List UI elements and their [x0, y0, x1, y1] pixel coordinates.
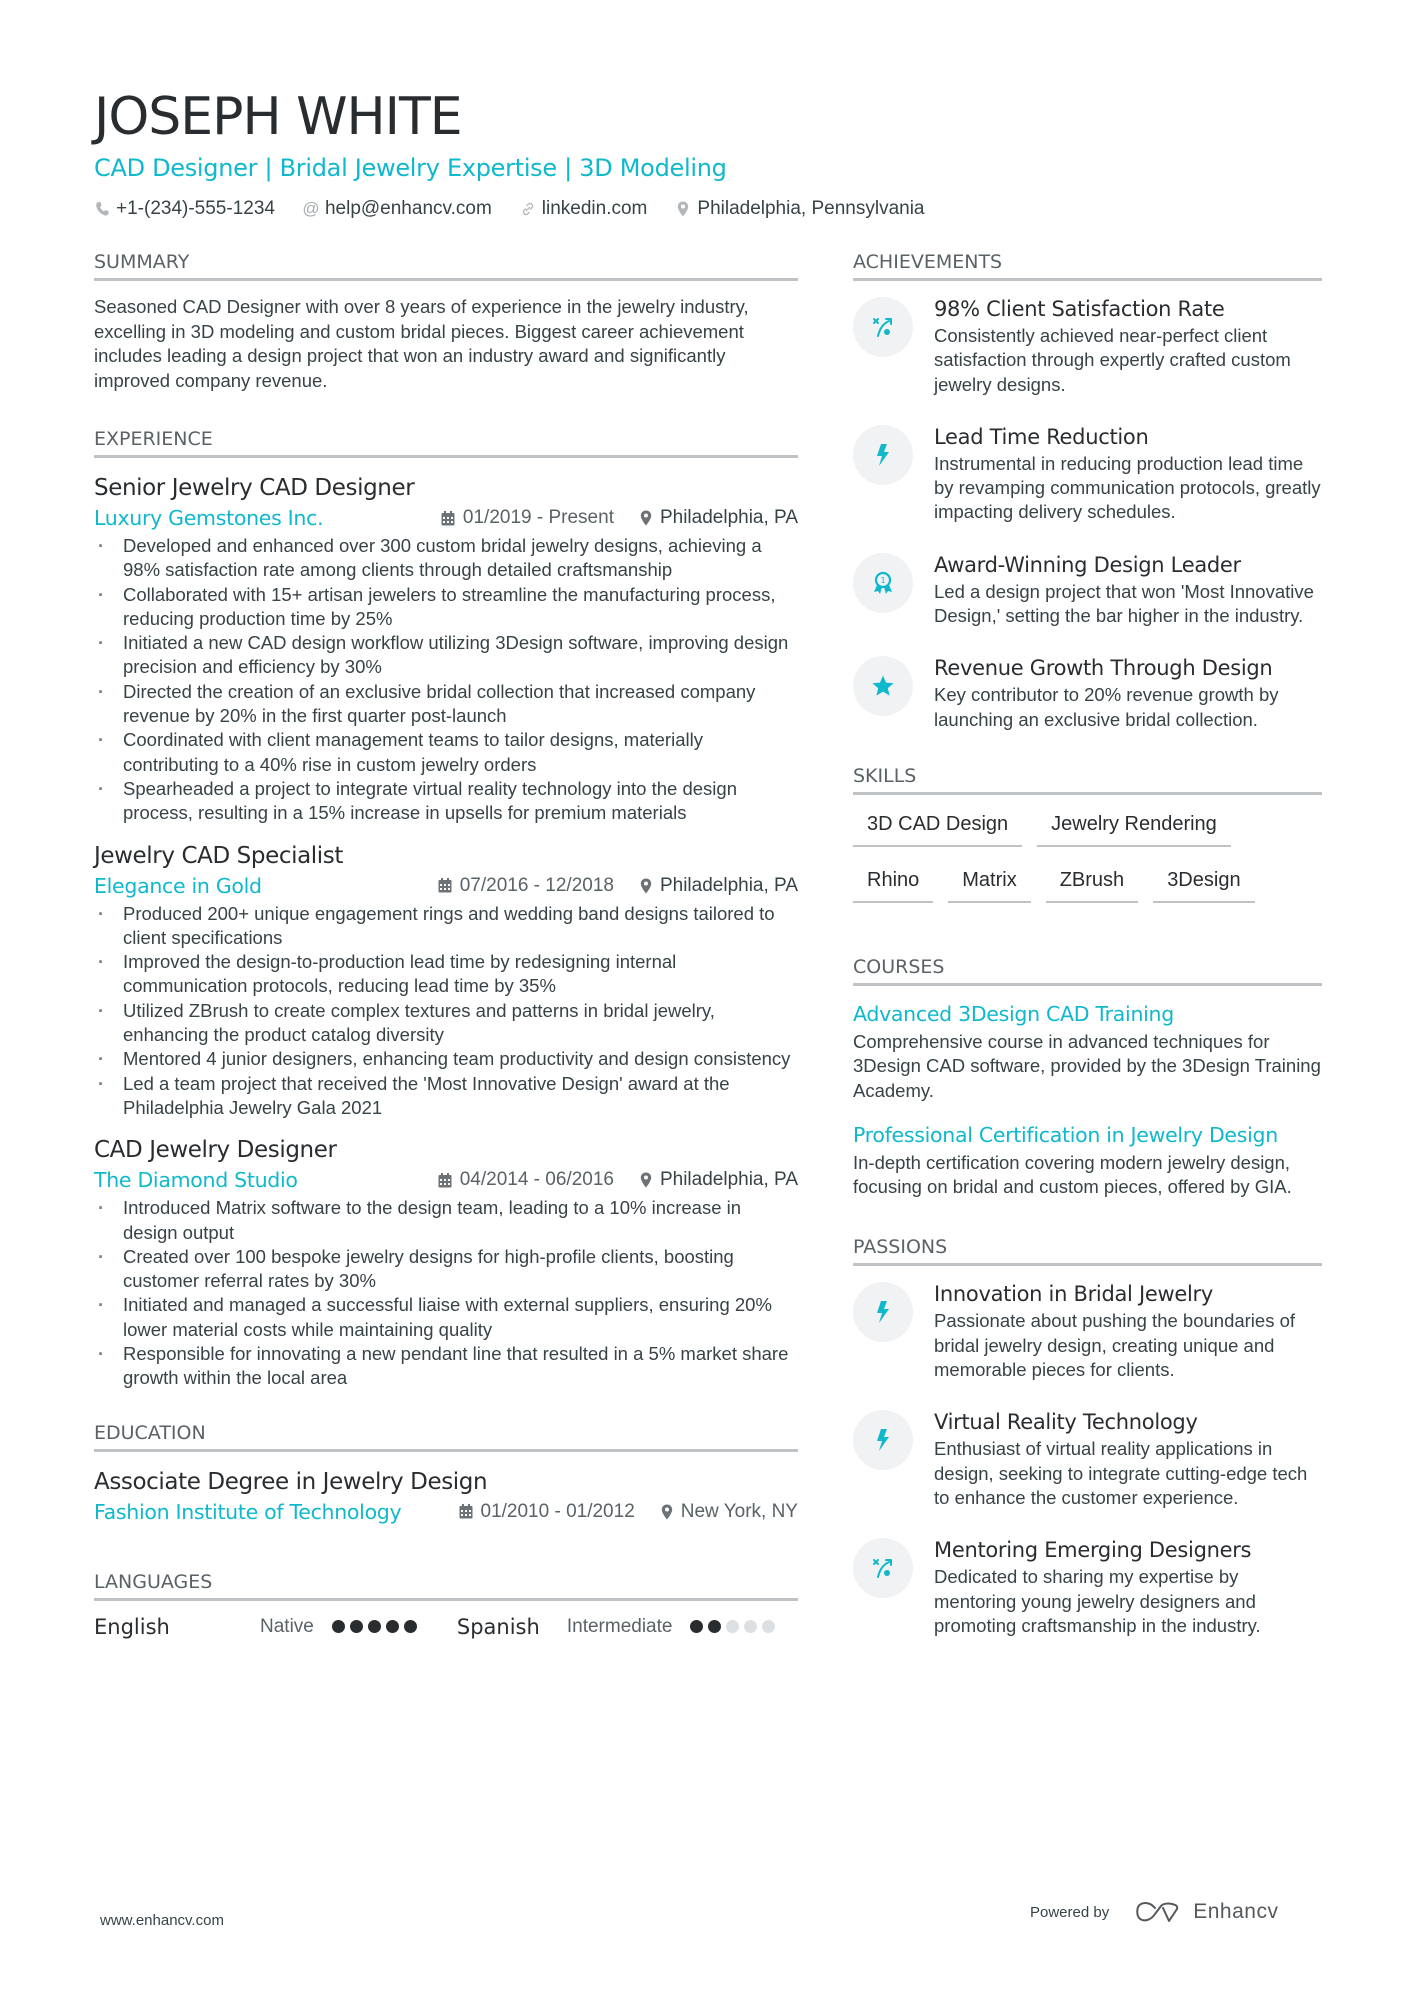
experience-section	[94, 427, 798, 1391]
job-title: CAD Jewelry Designer	[94, 1137, 337, 1164]
education-location: New York, NY	[661, 1501, 798, 1523]
footer-branding	[1030, 1900, 1278, 1924]
course-title: Advanced 3Design CAD Training	[853, 1001, 1174, 1026]
job-bullets	[94, 902, 798, 1121]
skill-tag: 3Design	[1153, 865, 1254, 903]
passion-title: Mentoring Emerging Designers	[934, 1538, 1252, 1563]
language-level: Native	[260, 1615, 314, 1637]
language-name: Spanish	[456, 1614, 540, 1639]
passion-desc: Enthusiast of virtual reality applications in design, seeking to integrate cutting-edge tech to enhance the customer experience.	[934, 1438, 1308, 1508]
job-title: Senior Jewelry CAD Designer	[94, 475, 415, 501]
lightning-icon	[853, 425, 913, 485]
passion-desc: Dedicated to sharing my expertise by mentoring young jewelry designers and promoting craftsmanship in the industry.	[934, 1566, 1261, 1636]
job-meta	[94, 1168, 798, 1192]
course-desc: In-depth certification covering modern jewelry design, focusing on bridal and custom pieces, offered by GIA.	[853, 1151, 1292, 1198]
contact-email[interactable]	[303, 198, 492, 220]
section-heading-experience: EXPERIENCE	[94, 427, 798, 458]
degree-title: Associate Degree in Jewelry Design	[94, 1468, 488, 1495]
bullet-item: · Spearheaded a project to integrate virtual reality technology into the design process, resulting in a 15% increase in upsells for premium materials	[94, 777, 798, 826]
achievement-title: Lead Time Reduction	[934, 424, 1149, 449]
section-heading-summary: SUMMARY	[94, 250, 798, 281]
courses-section	[853, 955, 1322, 1199]
passion-item	[853, 1408, 1322, 1510]
linkedin-text[interactable]: linkedin.com	[541, 198, 648, 219]
bullet-item: · Introduced Matrix software to the design team, leading to a 10% increase in design output	[94, 1196, 798, 1245]
summary-text: Seasoned CAD Designer with over 8 years of experience in the jewelry industry, excelling in 3D modeling and custom bridal pieces. Biggest career achievement includes leading a design project that won an industry award and significantly improved company revenue.	[94, 296, 749, 391]
location-icon	[661, 1504, 673, 1520]
company-name: The Diamond Studio	[94, 1168, 298, 1193]
brand-name: Enhancv	[1193, 1900, 1279, 1923]
contact-location	[675, 198, 924, 220]
achievement-title: Revenue Growth Through Design	[934, 656, 1273, 681]
passion-item	[853, 1280, 1322, 1382]
course-title: Professional Certification in Jewelry Design	[853, 1122, 1278, 1147]
achievement-title: Award-Winning Design Leader	[934, 552, 1241, 577]
bullet-item: · Led a team project that received the 'Most Innovative Design' award at the Philadelphia Jewelry Gala 2021	[94, 1072, 798, 1121]
calendar-icon	[459, 1504, 473, 1519]
contact-linkedin[interactable]	[520, 198, 648, 220]
powered-by-label: Powered by	[1030, 1903, 1110, 1921]
achievement-desc: Instrumental in reducing production lead time by revamping communication protocols, greatly impacting delivery schedules.	[934, 452, 1321, 523]
location-text: Philadelphia, Pennsylvania	[697, 198, 925, 219]
job-entry	[94, 1134, 798, 1390]
skills-section	[853, 764, 1322, 903]
contact-row	[94, 198, 1324, 220]
dot-empty	[726, 1620, 739, 1633]
email-text[interactable]: help@enhancv.com	[324, 198, 492, 219]
skill-tag: 3D CAD Design	[853, 809, 1022, 847]
dot-filled	[350, 1620, 363, 1633]
achievement-title: 98% Client Satisfaction Rate	[934, 297, 1225, 321]
passion-title: Virtual Reality Technology	[934, 1410, 1198, 1435]
achievements-section	[853, 250, 1322, 732]
bullet-item: · Initiated and managed a successful liaise with external suppliers, ensuring 20% lower material costs while maintaining quality	[94, 1293, 798, 1342]
proficiency-dots	[690, 1620, 775, 1633]
bullet-item: · Initiated a new CAD design workflow utilizing 3Design software, improving design precision and efficiency by 30%	[94, 631, 798, 680]
skill-tag: Rhino	[853, 865, 933, 903]
dot-filled	[708, 1620, 721, 1633]
bullet-item: · Utilized ZBrush to create complex textures and patterns in bridal jewelry, enhancing the product catalog diversity	[94, 999, 798, 1048]
location-icon	[640, 878, 652, 894]
bullet-item: · Developed and enhanced over 300 custom bridal jewelry designs, achieving a 98% satisfaction rate among clients through detailed craftsmanship	[94, 534, 798, 583]
passions-section	[853, 1235, 1322, 1638]
achievement-desc: Consistently achieved near-perfect client satisfaction through expertly crafted custom jewelry designs.	[934, 325, 1291, 395]
proficiency-dots	[332, 1620, 417, 1633]
job-bullets	[94, 534, 798, 826]
job-location: Philadelphia, PA	[640, 507, 798, 529]
skill-tag: Jewelry Rendering	[1037, 809, 1231, 847]
dot-filled	[368, 1620, 381, 1633]
phone-text: +1-(234)-555-1234	[116, 198, 275, 219]
phone-icon	[94, 201, 110, 217]
job-dates: 04/2014 - 06/2016	[438, 1169, 614, 1191]
skill-tag: Matrix	[948, 865, 1030, 903]
star-icon	[853, 656, 913, 716]
bullet-item: · Created over 100 bespoke jewelry designs for high-profile clients, boosting customer referral rates by 30%	[94, 1245, 798, 1294]
location-icon	[675, 201, 691, 217]
job-location: Philadelphia, PA	[640, 1169, 798, 1191]
footer-website[interactable]: www.enhancv.com	[100, 1912, 224, 1929]
language-name: English	[94, 1614, 170, 1639]
dot-filled	[386, 1620, 399, 1633]
section-heading-courses: COURSES	[853, 955, 1322, 986]
job-title: Jewelry CAD Specialist	[94, 842, 343, 869]
achievement-item	[853, 423, 1322, 525]
location-icon	[640, 1172, 652, 1188]
company-name: Luxury Gemstones Inc.	[94, 506, 324, 530]
enhancv-logo[interactable]	[1135, 1900, 1278, 1924]
education-dates: 01/2010 - 01/2012	[459, 1501, 635, 1523]
achievement-desc: Led a design project that won 'Most Innovative Design,' setting the bar higher in the industry.	[934, 580, 1314, 627]
summary-section	[94, 250, 798, 393]
job-dates: 07/2016 - 12/2018	[438, 875, 614, 897]
section-heading-education: EDUCATION	[94, 1421, 798, 1452]
lightning-icon	[853, 1410, 913, 1470]
award-ribbon-icon	[853, 553, 913, 613]
job-dates: 01/2019 - Present	[441, 507, 614, 529]
job-meta	[94, 506, 798, 530]
passion-desc: Passionate about pushing the boundaries of bridal jewelry design, creating unique and memorable pieces for clients.	[934, 1310, 1296, 1381]
languages-section	[94, 1570, 798, 1639]
link-icon	[520, 202, 536, 216]
dot-empty	[744, 1620, 757, 1633]
candidate-title: CAD Designer | Bridal Jewelry Expertise | 3D Modeling	[94, 154, 727, 182]
bullet-item: · Responsible for innovating a new pendant line that resulted in a 5% market share growth within the local area	[94, 1342, 798, 1391]
location-icon	[640, 510, 652, 526]
education-meta	[94, 1500, 798, 1524]
enhancv-logo-icon	[1135, 1900, 1181, 1924]
section-heading-skills: SKILLS	[853, 764, 1322, 795]
resume-header	[94, 86, 1324, 220]
calendar-icon	[438, 1173, 452, 1188]
section-heading-languages: LANGUAGES	[94, 1570, 798, 1601]
job-meta	[94, 874, 798, 898]
course-desc: Comprehensive course in advanced techniques for 3Design CAD software, provided by the 3Design Training Academy.	[853, 1030, 1321, 1101]
job-location: Philadelphia, PA	[640, 875, 798, 897]
job-bullets	[94, 1196, 798, 1390]
bullet-item: · Collaborated with 15+ artisan jewelers to streamline the manufacturing process, reducing production time by 25%	[94, 583, 798, 632]
calendar-icon	[441, 511, 455, 526]
bullet-item: · Improved the design-to-production lead time by redesigning internal communication protocols, reducing lead time by 35%	[94, 950, 798, 999]
course-item	[853, 1000, 1322, 1103]
bullet-item: · Produced 200+ unique engagement rings and wedding band designs tailored to client specifications	[94, 902, 798, 951]
contact-phone	[94, 198, 275, 220]
achievement-desc: Key contributor to 20% revenue growth by launching an exclusive bridal collection.	[934, 684, 1279, 730]
language-level: Intermediate	[566, 1615, 673, 1637]
section-heading-passions: PASSIONS	[853, 1235, 1322, 1266]
svg-text:1: 1	[880, 575, 886, 585]
passion-title: Innovation in Bridal Jewelry	[934, 1282, 1213, 1307]
dot-filled	[332, 1620, 345, 1633]
left-column	[94, 250, 798, 1673]
candidate-name: JOSEPH WHITE	[94, 87, 462, 147]
strategy-icon	[853, 297, 913, 357]
lightning-icon	[853, 1282, 913, 1342]
bullet-item: · Coordinated with client management teams to tailor designs, materially contributing to a 40% rise in custom jewelry orders	[94, 728, 798, 777]
achievement-item	[853, 295, 1322, 397]
at-icon: @	[302, 199, 320, 218]
school-name: Fashion Institute of Technology	[94, 1499, 402, 1524]
strategy-icon	[853, 1538, 913, 1598]
bullet-item: · Directed the creation of an exclusive bridal collection that increased company revenue by 20% in the first quarter post-launch	[94, 680, 798, 729]
job-entry	[94, 472, 798, 826]
skills-list	[853, 809, 1322, 903]
passion-item	[853, 1536, 1322, 1638]
dot-empty	[762, 1620, 775, 1633]
achievement-item	[853, 654, 1322, 732]
right-column	[853, 250, 1322, 1672]
section-heading-achievements: ACHIEVEMENTS	[853, 250, 1322, 281]
dot-filled	[404, 1620, 417, 1633]
calendar-icon	[438, 878, 452, 893]
achievement-item	[853, 551, 1322, 629]
course-item	[853, 1121, 1322, 1200]
education-section	[94, 1421, 798, 1524]
dot-filled	[690, 1620, 703, 1633]
bullet-item: · Mentored 4 junior designers, enhancing team productivity and design consistency	[94, 1047, 798, 1071]
company-name: Elegance in Gold	[94, 873, 262, 898]
job-entry	[94, 840, 798, 1121]
languages-row	[94, 1615, 798, 1639]
skill-tag: ZBrush	[1046, 865, 1138, 903]
